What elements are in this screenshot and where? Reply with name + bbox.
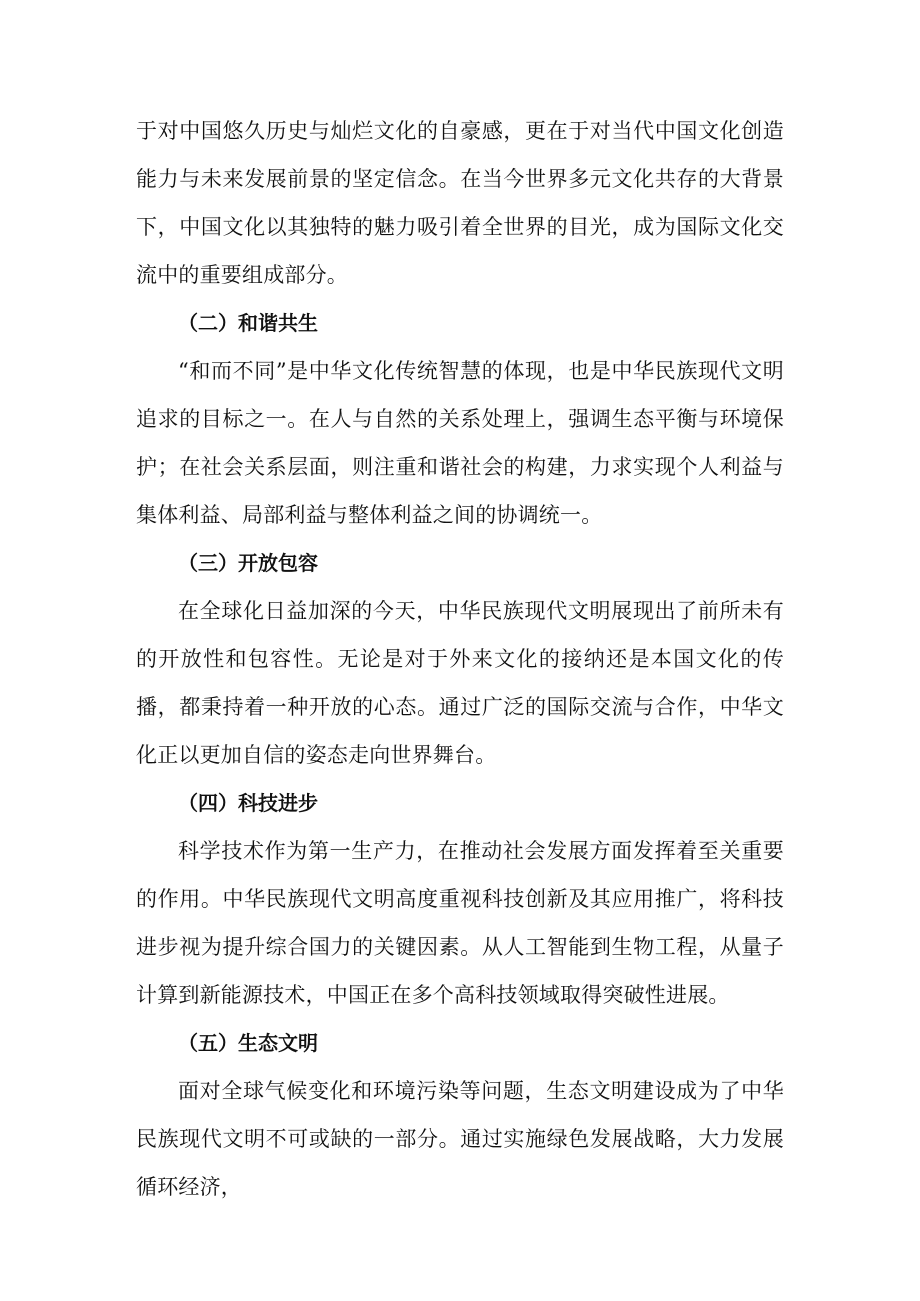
document-body <box>136 107 784 1211</box>
body-paragraph: 科学技术作为第一生产力，在推动社会发展方面发挥着至关重要的作用。中华民族现代文明高度重视科技创新及其应用推广，将科技进步视为提升综合国力的关键因素。从人工智能到生物工程，从量子计算到新能源技术，中国正在多个高科技领域取得突破性进展。 <box>136 839 784 1007</box>
body-paragraph: 在全球化日益加深的今天，中华民族现代文明展现出了前所未有的开放性和包容性。无论是对于外来文化的接纳还是本国文化的传播，都秉持着一种开放的心态。通过广泛的国际交流与合作，中华文化正以更加自信的姿态走向世界舞台。 <box>136 599 784 767</box>
section-heading-openness: （三）开放包容 <box>178 551 318 575</box>
section-heading-technology: （四）科技进步 <box>178 791 318 815</box>
body-paragraph: 于对中国悠久历史与灿烂文化的自豪感，更在于对当代中国文化创造能力与未来发展前景的坚定信念。在当今世界多元文化共存的大背景下，中国文化以其独特的魅力吸引着全世界的目光，成为国际文化交流中的重要组成部分。 <box>136 119 784 287</box>
section-heading-ecology: （五）生态文明 <box>178 1031 318 1055</box>
body-paragraph: “和而不同”是中华文化传统智慧的体现，也是中华民族现代文明追求的目标之一。在人与自然的关系处理上，强调生态平衡与环境保护；在社会关系层面，则注重和谐社会的构建，力求实现个人利益与集体利益、局部利益与整体利益之间的协调统一。 <box>136 359 784 527</box>
section-heading-harmony: （二）和谐共生 <box>178 311 318 335</box>
body-paragraph: 面对全球气候变化和环境污染等问题，生态文明建设成为了中华民族现代文明不可或缺的一部分。通过实施绿色发展战略，大力发展循环经济， <box>136 1079 784 1199</box>
